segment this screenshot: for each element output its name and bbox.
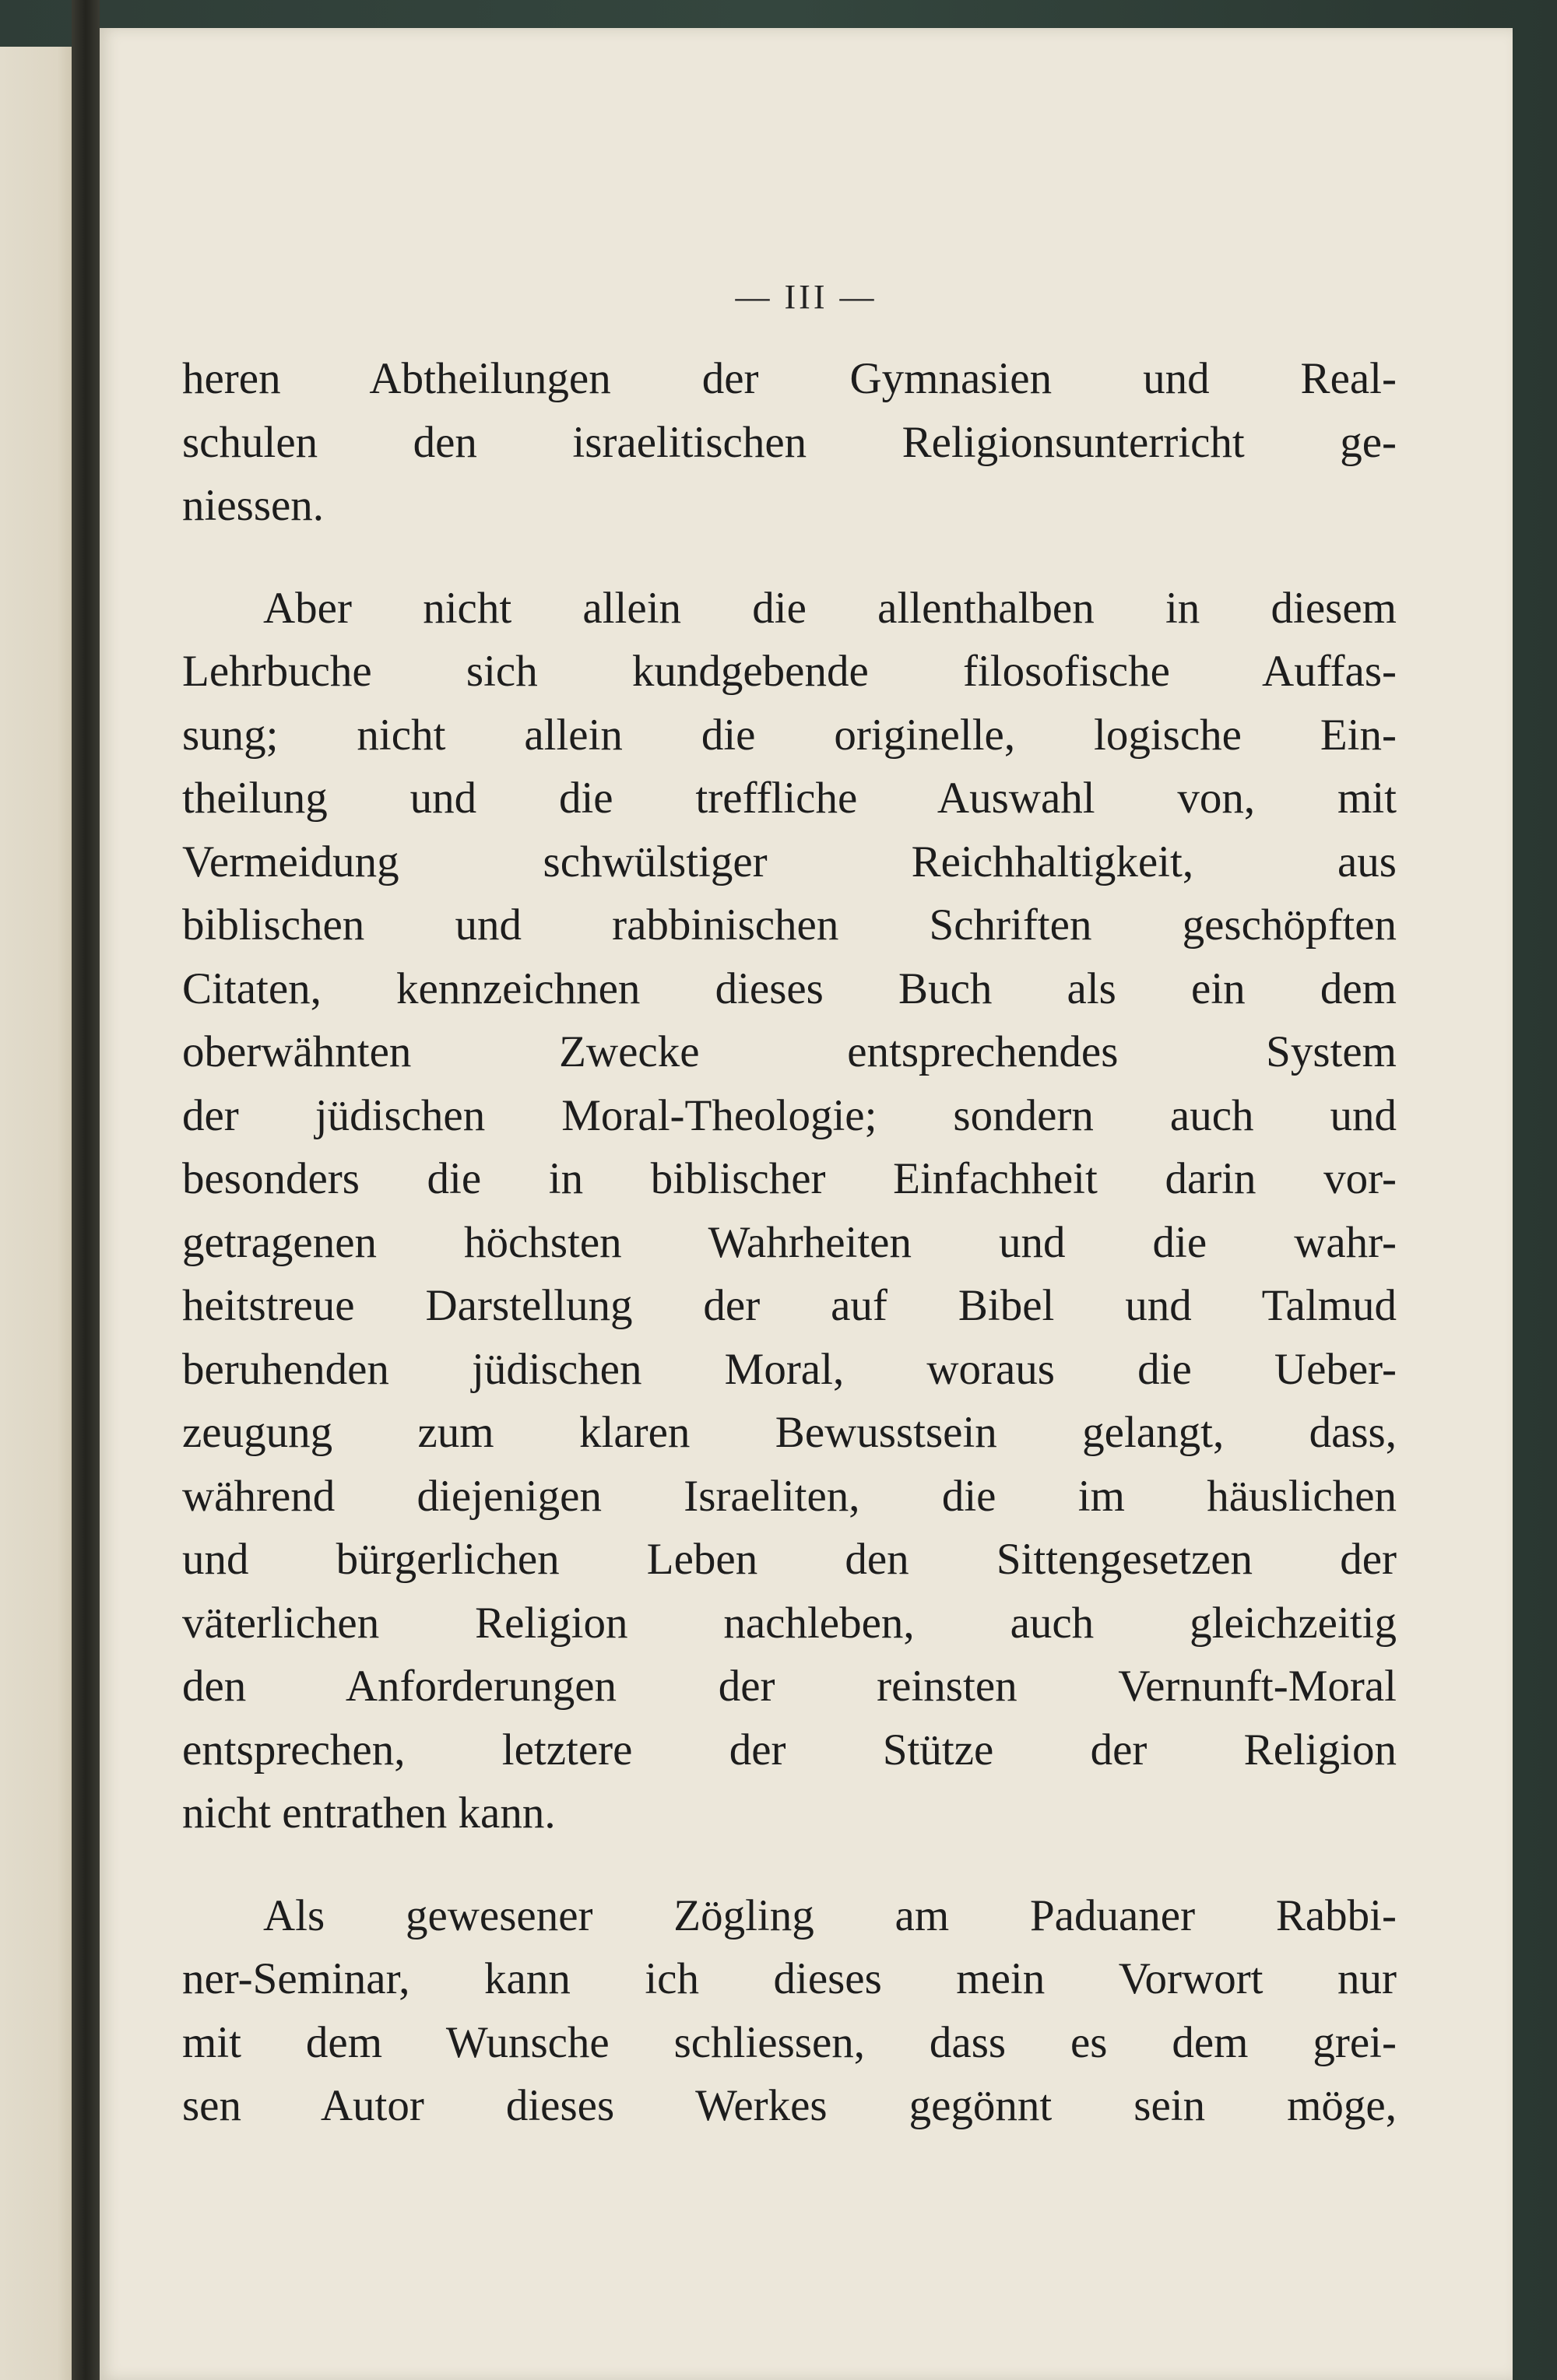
text-line: Aber nicht allein die allenthalben in diesem xyxy=(263,583,1397,633)
paragraph-3 xyxy=(182,1884,1397,2138)
text-line: der jüdischen Moral-Theologie; sondern auch und xyxy=(182,1090,1397,1140)
previous-page-edge xyxy=(0,47,72,2380)
text-line: heren Abtheilungen der Gymnasien und Real- xyxy=(182,354,1397,403)
text-line: ner-Seminar, kann ich dieses mein Vorwort nur xyxy=(182,1954,1397,2003)
text-line: mit dem Wunsche schliessen, dass es dem grei- xyxy=(182,2017,1397,2067)
text-line: Vermeidung schwülstiger Reichhaltigkeit, aus xyxy=(182,837,1397,886)
text-line: Citaten, kennzeichnen dieses Buch als ein dem xyxy=(182,964,1397,1013)
text-line: besonders die in biblischer Einfachheit darin vor- xyxy=(182,1154,1397,1203)
text-line: getragenen höchsten Wahrheiten und die wahr- xyxy=(182,1217,1397,1267)
text-line: theilung und die treffliche Auswahl von, mit xyxy=(182,774,1397,823)
text-line: Als gewesener Zögling am Paduaner Rabbi- xyxy=(263,1890,1397,1940)
page-text xyxy=(182,347,1397,2138)
text-line: niessen. xyxy=(182,481,325,530)
page-number: — III — xyxy=(735,278,877,316)
text-line: oberwähnten Zwecke entsprechendes System xyxy=(182,1027,1397,1076)
text-line: zeugung zum klaren Bewusstsein gelangt, dass, xyxy=(182,1408,1397,1457)
text-line: nicht entrathen kann. xyxy=(182,1789,556,1838)
paragraph-2 xyxy=(182,577,1397,1845)
book-page xyxy=(100,28,1513,2380)
text-line: beruhenden jüdischen Moral, woraus die Ueber- xyxy=(182,1344,1397,1394)
text-line: heitstreue Darstellung der auf Bibel und Talmud xyxy=(182,1281,1397,1330)
text-line: und bürgerlichen Leben den Sittengesetzen der xyxy=(182,1535,1397,1584)
text-line: biblischen und rabbinischen Schriften geschöpften xyxy=(182,900,1397,950)
text-line: während diejenigen Israeliten, die im häuslichen xyxy=(182,1471,1397,1521)
text-line: sen Autor dieses Werkes gegönnt sein möge, xyxy=(182,2081,1397,2130)
text-line: schulen den israelitischen Religionsunterricht ge- xyxy=(182,417,1397,467)
book-gutter xyxy=(72,0,100,2380)
text-line: Lehrbuche sich kundgebende filosofische Auffas- xyxy=(182,647,1397,696)
paragraph-spacing xyxy=(182,538,1397,577)
paragraph-1 xyxy=(182,347,1397,538)
paragraph-spacing xyxy=(182,1845,1397,1884)
text-line: den Anforderungen der reinsten Vernunft-Moral xyxy=(182,1662,1397,1711)
text-line: sung; nicht allein die originelle, logische Ein- xyxy=(182,710,1397,760)
text-line: väterlichen Religion nachleben, auch gleichzeitig xyxy=(182,1598,1397,1648)
text-line: entsprechen, letztere der Stütze der Religion xyxy=(182,1725,1397,1774)
